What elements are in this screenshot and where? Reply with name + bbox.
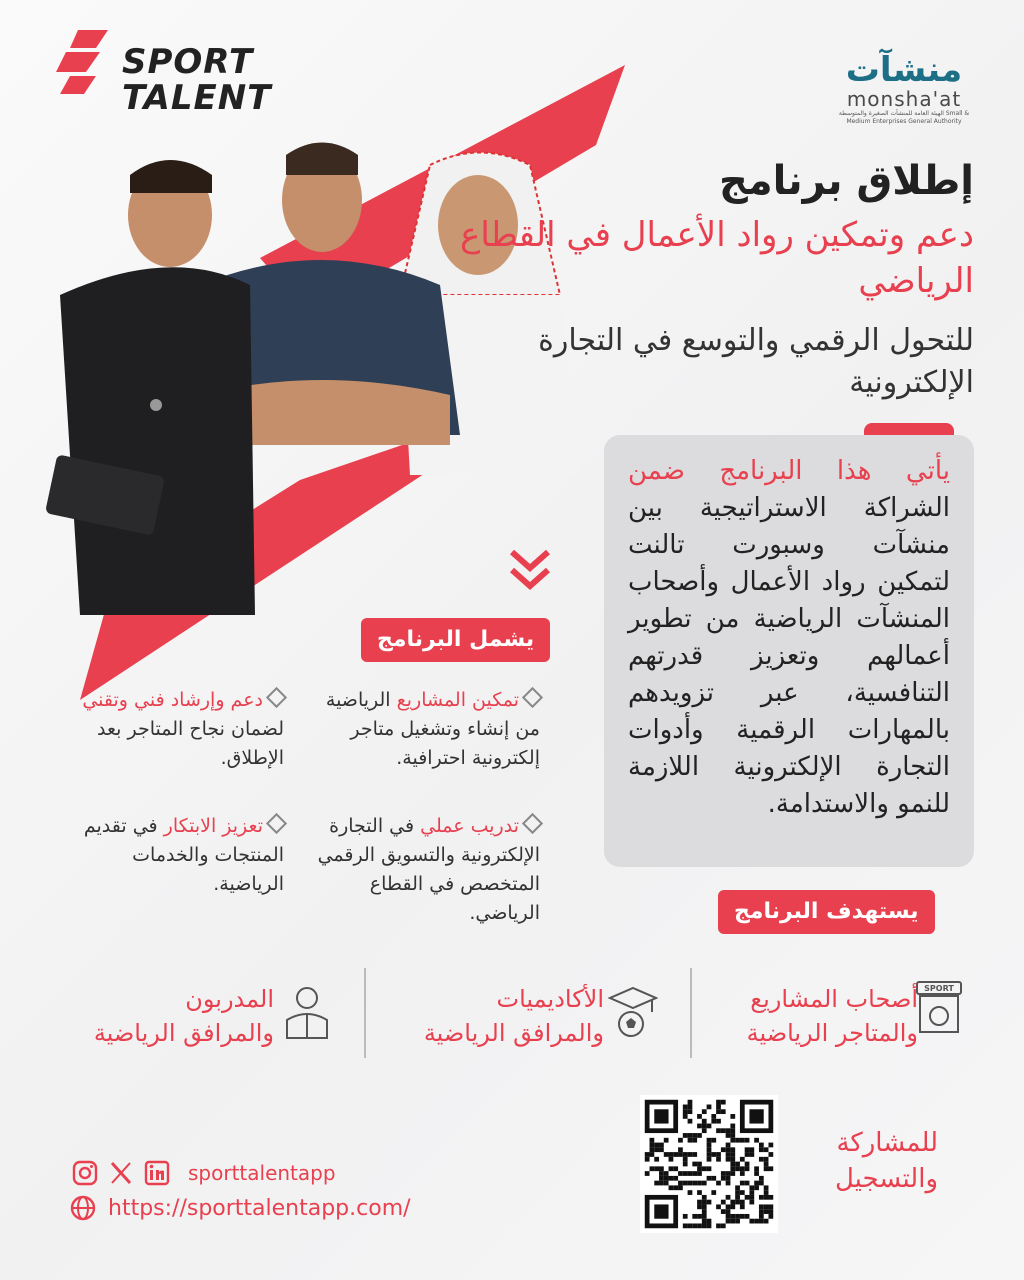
man-black-jacket [45, 160, 255, 615]
target-line2: والمرافق الرياضية [93, 1019, 274, 1047]
target-line2: والمتاجر الرياضية [746, 1019, 918, 1047]
register-line1: للمشاركة [836, 1128, 938, 1158]
program-subtitle-dark: للتحول الرقمي والتوسع في التجارة الإلكترونية [538, 323, 974, 400]
intro-text [628, 453, 950, 823]
feature-text: في تقديم المنتجات والخدمات الرياضية. [83, 815, 284, 895]
divider [690, 968, 692, 1058]
diamond-bullet-icon [266, 687, 287, 708]
program-launch-title: إطلاق برنامج [719, 158, 974, 204]
target-line2: والمرافق الرياضية [423, 1019, 604, 1047]
register-line2: والتسجيل [834, 1164, 938, 1194]
divider [364, 968, 366, 1058]
intro-body: الشراكة الاستراتيجية بين منشآت وسبورت تالنت لتمكين رواد الأعمال وأصحاب المنشآت الرياضية من تطوير أعمالهم وتعزيز قدرتهم التنافسية، عبر تزويدهم بالمهارات الرقمية وأدوات التجارة الإلكترونية اللازمة للنمو والاستدامة. [628, 493, 950, 819]
target-label [424, 982, 604, 1050]
feature-highlight: تدريب عملي [420, 815, 519, 837]
feature-item [316, 812, 540, 928]
sport-talent-mark-icon [56, 30, 116, 100]
sport-store-icon [914, 980, 964, 1036]
globe-icon [70, 1195, 96, 1221]
target-line1: أصحاب المشاريع [750, 985, 918, 1013]
diamond-bullet-icon [266, 813, 287, 834]
monshaat-latin-wordmark: monsha'at [846, 87, 962, 111]
target-line1: المدربون [185, 985, 274, 1013]
feature-highlight: تمكين المشاريع [396, 689, 519, 711]
feature-highlight: دعم وإرشاد فني وتقني [82, 689, 263, 711]
target-item [282, 984, 332, 1044]
website-link[interactable] [70, 1195, 411, 1221]
intro-panel [604, 435, 974, 867]
registration-qr-code[interactable] [640, 1095, 778, 1233]
monshaat-logo [834, 52, 974, 126]
diamond-bullet-icon [522, 813, 543, 834]
feature-text: في التجارة الإلكترونية والتسويق الرقمي المتخصص في القطاع الرياضي. [317, 815, 540, 924]
target-item [914, 980, 974, 1040]
target-item [608, 984, 658, 1044]
x-icon[interactable] [108, 1160, 134, 1186]
includes-heading: يشمل البرنامج [361, 618, 550, 662]
sport-talent-logo [56, 30, 286, 120]
feature-item [60, 812, 284, 899]
sport-talent-wordmark: SPORT TALENT [122, 42, 272, 118]
social-links [72, 1158, 336, 1188]
graduation-ball-icon [608, 984, 658, 1040]
intro-highlight: يأتي هذا البرنامج ضمن [628, 456, 950, 486]
instagram-icon[interactable] [72, 1160, 98, 1186]
target-label [747, 982, 918, 1050]
social-handle[interactable]: sporttalentapp [188, 1161, 336, 1185]
monshaat-arabic-wordmark: منشآت [845, 50, 963, 90]
program-subtitle-red: دعم وتمكين رواد الأعمال في القطاع الرياضي [460, 215, 974, 301]
linkedin-icon[interactable] [144, 1160, 170, 1186]
chevron-down-icon [508, 548, 552, 594]
targets-heading: يستهدف البرنامج [718, 890, 935, 934]
register-cta [778, 1125, 938, 1197]
feature-item [316, 686, 540, 773]
target-line1: الأكاديميات [496, 985, 604, 1013]
website-url[interactable]: https://sporttalentapp.com/ [108, 1195, 411, 1221]
feature-text: لضمان نجاح المتاجر بعد الإطلاق. [97, 718, 284, 769]
monshaat-authority-name: الهيئة العامة للمنشآت الصغيرة والمتوسطة Small & Medium Enterprises General Authority [838, 110, 970, 125]
feature-item [60, 686, 284, 773]
diamond-bullet-icon [522, 687, 543, 708]
feature-text: الرياضية من إنشاء وتشغيل متاجر إلكترونية احترافية. [325, 689, 540, 769]
target-label [94, 982, 274, 1050]
coach-icon [282, 984, 332, 1040]
feature-highlight: تعزيز الابتكار [163, 815, 263, 837]
sport-badge: SPORT [924, 984, 954, 993]
